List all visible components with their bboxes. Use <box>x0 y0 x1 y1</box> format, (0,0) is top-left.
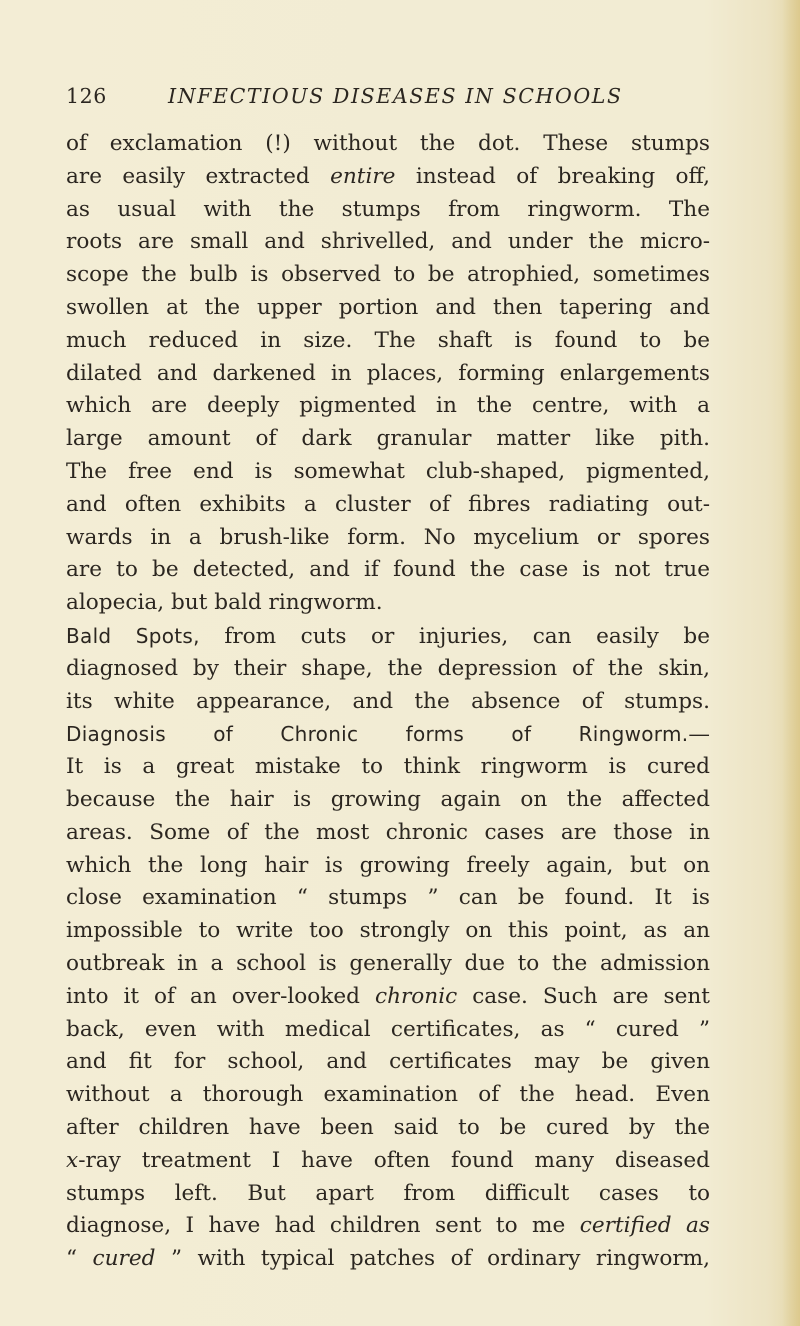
text-segment: swollen at the upper portion and then tapering and <box>66 294 710 320</box>
text-line <box>66 522 710 555</box>
text-line <box>66 226 710 259</box>
text-line <box>66 653 710 686</box>
running-title: INFECTIOUS DISEASES IN SCHOOLS <box>168 84 623 108</box>
text-segment: are easily extracted <box>66 163 331 189</box>
text-segment: ” with typical patches of ordinary ringworm, <box>155 1246 711 1272</box>
text-line <box>66 1079 710 1112</box>
text-segment: its white appearance, and the absence of stumps. <box>66 688 710 714</box>
text-segment: areas. Some of the most chronic cases are those in <box>66 819 710 845</box>
text-segment: from cuts or injuries, can easily be <box>199 623 711 649</box>
text-line <box>66 751 710 784</box>
text-segment: which the long hair is growing freely again, but on <box>66 852 710 878</box>
text-line <box>66 1046 710 1079</box>
page-edge-shading <box>782 0 800 1326</box>
text-segment: of exclamation (!) without the dot. These stumps <box>66 131 710 156</box>
text-line <box>66 1210 710 1243</box>
text-segment: without a thorough examination of the head. Even <box>66 1082 710 1108</box>
text-line <box>66 325 710 358</box>
text-segment: after children have been said to be cured by the <box>66 1114 710 1140</box>
page-number: 126 <box>66 84 107 108</box>
text-line <box>66 128 710 161</box>
text-line <box>66 489 710 522</box>
text-segment: case. Such are sent <box>457 983 710 1009</box>
italic-text: x <box>66 1147 79 1173</box>
italic-text: certified as <box>579 1213 710 1239</box>
text-segment: — <box>688 722 710 748</box>
italic-text: chronic <box>374 983 458 1009</box>
text-line <box>66 161 710 194</box>
text-line <box>66 915 710 948</box>
text-line <box>66 259 710 292</box>
text-line <box>66 1014 710 1047</box>
text-line <box>66 817 710 850</box>
text-segment: because the hair is growing again on the affected <box>66 786 710 812</box>
text-line <box>66 784 710 817</box>
text-line <box>66 686 710 719</box>
run-in-heading: Bald Spots, <box>66 623 200 648</box>
text-line <box>66 1243 710 1276</box>
italic-text: cured <box>92 1246 156 1272</box>
text-segment: and fit for school, and certificates may be given <box>66 1049 710 1075</box>
text-segment: roots are small and shrivelled, and under the micro- <box>66 229 710 255</box>
text-segment: scope the bulb is observed to be atrophied, sometimes <box>66 262 710 288</box>
text-segment: -ray treatment I have often found many diseased <box>78 1147 710 1173</box>
body-text <box>66 128 710 1276</box>
text-segment: alopecia, but bald ringworm. <box>66 590 383 616</box>
text-line <box>66 358 710 391</box>
text-line <box>66 948 710 981</box>
text-segment: close examination “ stumps ” can be found. It is <box>66 885 710 911</box>
text-line <box>66 390 710 423</box>
text-line <box>66 292 710 325</box>
text-line <box>66 882 710 915</box>
text-segment: much reduced in size. The shaft is found to be <box>66 327 710 353</box>
text-line <box>66 1178 710 1211</box>
text-segment: It is a great mistake to think ringworm is cured <box>66 754 710 780</box>
text-segment: are to be detected, and if found the case is not true <box>66 557 710 583</box>
text-segment: wards in a brush-like form. No mycelium or spores <box>66 524 710 550</box>
text-line <box>66 456 710 489</box>
text-segment: instead of breaking off, <box>395 163 710 189</box>
text-segment: diagnose, I have had children sent to me <box>66 1213 580 1239</box>
text-segment: large amount of dark granular matter like pith. <box>66 426 710 452</box>
text-segment: stumps left. But apart from difficult cases to <box>66 1180 710 1206</box>
text-line <box>66 1112 710 1145</box>
text-segment: dilated and darkened in places, forming enlargements <box>66 360 710 386</box>
text-line <box>66 981 710 1014</box>
text-segment: and often exhibits a cluster of fibres radiating out- <box>66 491 710 517</box>
text-line <box>66 423 710 456</box>
text-line <box>66 718 710 751</box>
text-segment: impossible to write too strongly on this point, as an <box>66 918 710 944</box>
run-in-heading: Diagnosis of Chronic forms of Ringworm. <box>66 722 689 747</box>
text-line <box>66 850 710 883</box>
text-segment: outbreak in a school is generally due to the admission <box>66 950 710 976</box>
text-segment: “ <box>66 1246 93 1272</box>
text-line <box>66 554 710 587</box>
text-segment: diagnosed by their shape, the depression of the skin, <box>66 655 710 681</box>
text-segment: The free end is somewhat club-shaped, pigmented, <box>66 458 710 484</box>
text-line <box>66 1145 710 1178</box>
text-segment: back, even with medical certificates, as “ cured ” <box>66 1016 710 1042</box>
text-line <box>66 587 710 620</box>
running-head <box>66 84 706 114</box>
text-segment: as usual with the stumps from ringworm. The <box>66 196 710 222</box>
text-segment: into it of an over-looked <box>66 983 375 1009</box>
text-line <box>66 620 710 653</box>
text-segment: which are deeply pigmented in the centre, with a <box>66 393 710 419</box>
italic-text: entire <box>330 163 396 189</box>
text-line <box>66 194 710 227</box>
